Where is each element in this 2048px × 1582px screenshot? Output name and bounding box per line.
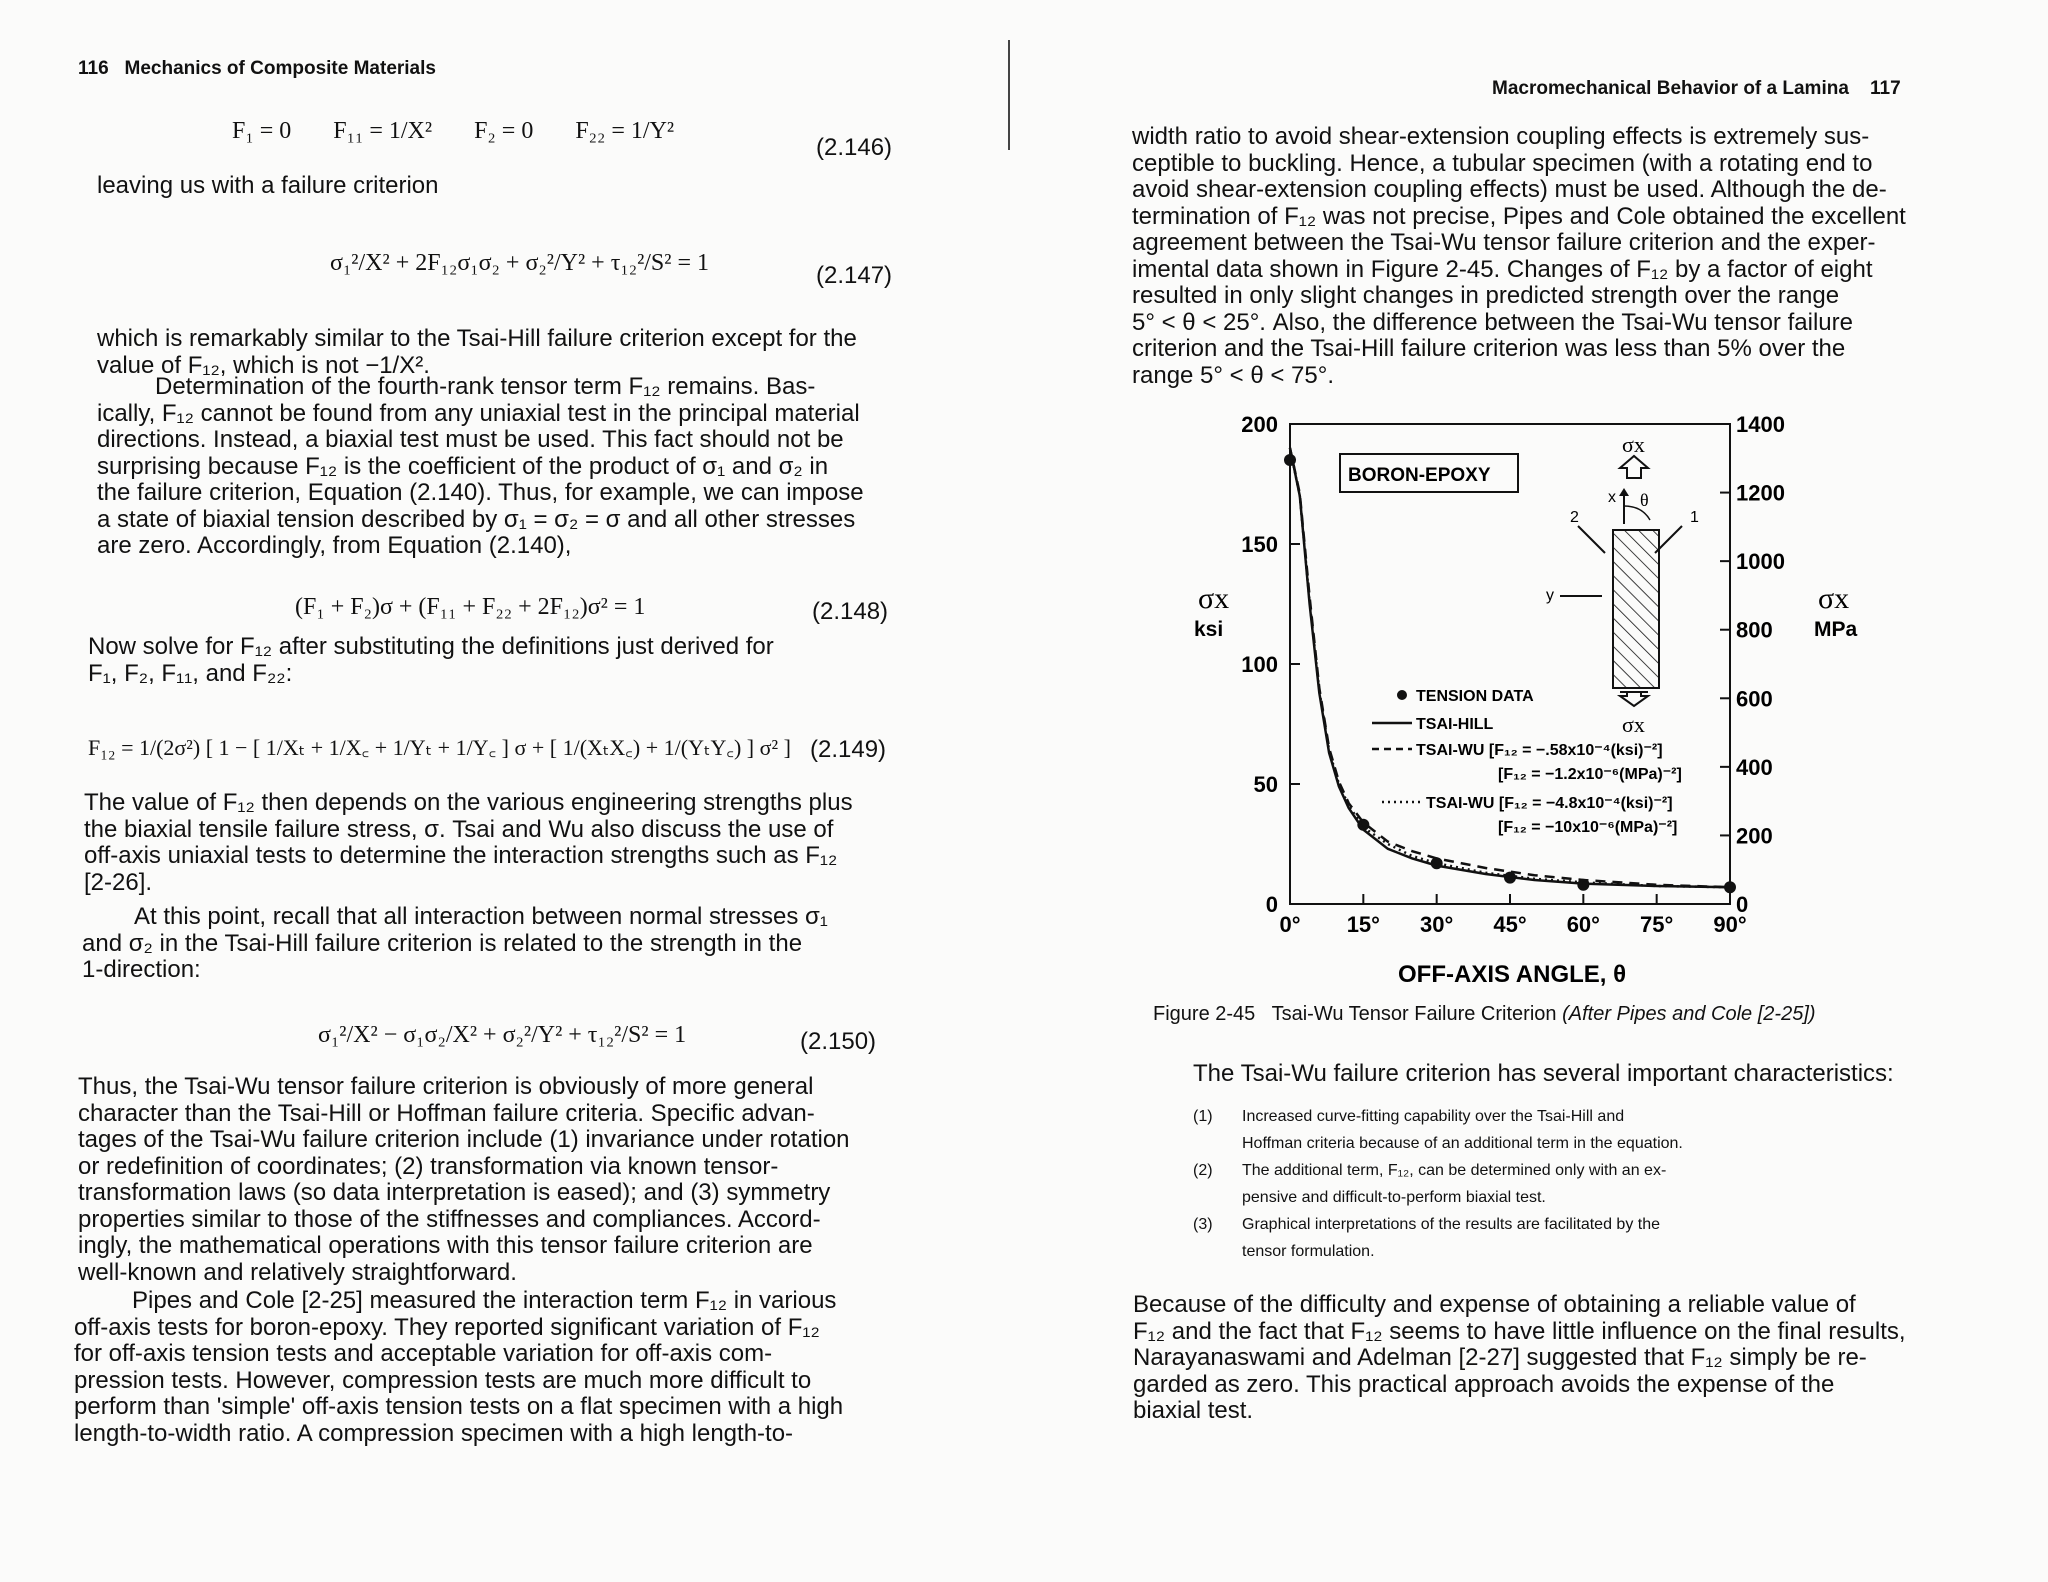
text-line: Narayanaswami and Adelman [2-27] suggested that F₁₂ simply be re- — [1133, 1344, 1867, 1371]
text-line: range 5° < θ < 75°. — [1132, 361, 1335, 389]
eq-2-146-number: (2.146) — [816, 134, 893, 161]
left-paragraph-5 — [82, 904, 882, 984]
x-tick-label: 75° — [1640, 912, 1674, 937]
right-page-number: 117 — [1870, 78, 1901, 99]
inset-theta: θ — [1640, 490, 1649, 510]
text-line: Now solve for F₁₂ after substituting the definitions just derived for — [88, 633, 774, 660]
left-paragraph-3 — [88, 634, 888, 687]
inset-top-sigma: σx — [1622, 432, 1645, 457]
text-line: Thus, the Tsai-Wu tensor failure criterion is obviously of more general — [78, 1073, 814, 1100]
boron-epoxy-label: BORON-EPOXY — [1348, 465, 1491, 486]
text-line: surprising because F₁₂ is the coefficient of the product of σ₁ and σ₂ in — [97, 452, 829, 480]
legend-tsai-hill: TSAI-HILL — [1416, 716, 1494, 733]
y2-tick-label: 800 — [1736, 617, 1773, 643]
figure-caption — [1153, 1003, 1816, 1026]
text-line: 5° < θ < 25°. Also, the difference between the Tsai-Wu tensor failure — [1132, 308, 1853, 336]
text-leaving-us: leaving us with a failure criterion — [97, 172, 439, 199]
text-line: which is remarkably similar to the Tsai-Hill failure criterion except for the — [97, 325, 857, 352]
text-line: directions. Instead, a biaxial test must be used. This fact should not be — [97, 426, 844, 453]
text-line: Determination of the fourth-rank tensor term F₁₂ remains. Bas- — [155, 373, 816, 400]
text-line: termination of F₁₂ was not precise, Pipes and Cole obtained the excellent — [1132, 202, 1906, 230]
text-line: criterion and the Tsai-Hill failure criterion was less than 5% over the — [1132, 335, 1846, 362]
list-item-2-line-2: pensive and difficult-to-perform biaxial test. — [1242, 1189, 1546, 1206]
right-running-head — [1492, 78, 1901, 100]
x-arrowhead-icon — [1619, 488, 1629, 496]
text-line: width ratio to avoid shear-extension coupling effects is extremely sus- — [1132, 123, 1870, 150]
figure-caption-label: Figure 2-45 — [1153, 1003, 1256, 1025]
gutter-mark — [1008, 40, 1010, 150]
text-line: 1-direction: — [82, 956, 201, 983]
text-line: pression tests. However, compression tests are much more difficult to — [74, 1366, 812, 1394]
text-line: At this point, recall that all interaction between normal stresses σ₁ — [134, 903, 828, 930]
left-paragraph-1 — [97, 326, 892, 379]
inset-one-label: 1 — [1690, 509, 1699, 526]
x-axis-label: OFF-AXIS ANGLE, θ — [1398, 961, 1627, 988]
text-line: and σ₂ in the Tsai-Hill failure criterion is related to the strength in the — [82, 929, 803, 957]
equation-2-146 — [232, 118, 674, 145]
text-line: off-axis uniaxial tests to determine the interaction strengths such as F₁₂ — [84, 842, 838, 869]
text-line: Because of the difficulty and expense of obtaining a reliable value of — [1133, 1291, 1856, 1318]
list-item-1-line-1: Increased curve-fitting capability over the Tsai-Hill and — [1242, 1108, 1625, 1125]
text-line: Pipes and Cole [2-25] measured the interaction term F₁₂ in various — [132, 1287, 837, 1314]
text-line: ically, F₁₂ cannot be found from any uniaxial test in the principal material — [97, 399, 860, 427]
legend-tsai-wu-2b: [F₁₂ = −10x10⁻⁶(MPa)⁻²] — [1498, 819, 1678, 836]
eq-2-147-number: (2.147) — [816, 262, 893, 289]
text-line: the biaxial tensile failure stress, σ. Tsai and Wu also discuss the use of — [84, 815, 834, 843]
specimen-rectangle — [1613, 530, 1659, 688]
text-line: imental data shown in Figure 2-45. Changes of F₁₂ by a factor of eight — [1132, 255, 1873, 283]
text-line: garded as zero. This practical approach avoids the expense of the — [1133, 1370, 1835, 1398]
text-line: F₁, F₂, F₁₁, and F₂₂: — [88, 659, 293, 687]
eq-2-149-number: (2.149) — [810, 736, 887, 763]
text-line: [2-26]. — [84, 868, 153, 896]
x-tick-label: 90° — [1713, 912, 1747, 937]
text-line: biaxial test. — [1133, 1397, 1254, 1424]
y2-tick-label: 200 — [1736, 823, 1773, 849]
y-tick-label: 100 — [1241, 652, 1278, 677]
list-item-2-line-1: The additional term, F₁₂, can be determined only with an ex- — [1242, 1162, 1667, 1179]
list-item-3-line-2: tensor formulation. — [1242, 1243, 1375, 1260]
inset-two-label: 2 — [1570, 509, 1579, 526]
bottom-load-arrow-icon — [1620, 692, 1648, 706]
y-tick-label: 50 — [1253, 772, 1278, 797]
text-line: The value of F₁₂ then depends on the various engineering strengths plus — [84, 789, 853, 816]
text-line: ceptible to buckling. Hence, a tubular specimen (with a rotating end to — [1132, 149, 1873, 177]
eq-2-150-number: (2.150) — [800, 1028, 877, 1055]
y2-tick-label: 0 — [1736, 892, 1749, 917]
left-axis-unit: ksi — [1194, 618, 1224, 641]
list-item-3-line-1: Graphical interpretations of the results are facilitated by the — [1242, 1216, 1660, 1233]
x-tick-label: 45° — [1493, 912, 1527, 937]
legend-tsai-wu-2a: TSAI-WU [F₁₂ = −4.8x10⁻⁴(ksi)⁻²] — [1426, 795, 1673, 812]
left-paragraph-6 — [78, 1074, 878, 1286]
equation-2-150: σ₁²/X² − σ₁σ₂/X² + σ₂²/Y² + τ₁₂²/S² = 1 — [318, 1022, 687, 1048]
list-number-2: (2) — [1193, 1162, 1213, 1179]
y-tick-label: 200 — [1241, 412, 1278, 437]
text-line: resulted in only slight changes in predicted strength over the range — [1132, 282, 1840, 309]
legend-tsai-wu-1b: [F₁₂ = −1.2x10⁻⁶(MPa)⁻²] — [1498, 766, 1682, 783]
right-paragraph-2: The Tsai-Wu failure criterion has several important characteristics: — [1193, 1060, 1894, 1087]
y2-tick-label: 600 — [1736, 686, 1773, 712]
left-running-head — [78, 58, 436, 80]
right-header-title: Macromechanical Behavior of a Lamina — [1492, 78, 1849, 99]
x-tick-label: 15° — [1346, 912, 1380, 937]
y2-tick-label: 1200 — [1736, 480, 1785, 506]
text-line: ingly, the mathematical operations with this tensor failure criterion are — [78, 1232, 813, 1259]
eq-2-146-part-2: F₁₁ = 1/X² — [333, 118, 433, 144]
legend-tension-data: TENSION DATA — [1416, 688, 1534, 705]
specimen-inset — [1546, 432, 1699, 737]
list-number-1: (1) — [1193, 1108, 1213, 1125]
axis-2-arrow-icon — [1578, 526, 1605, 553]
text-line: a state of biaxial tension described by σ₁ = σ₂ = σ and all other stresses — [97, 505, 856, 533]
left-paragraph-4 — [84, 790, 884, 896]
left-paragraph-7 — [74, 1288, 879, 1447]
right-axis-unit: MPa — [1814, 618, 1858, 641]
text-line: agreement between the Tsai-Wu tensor failure criterion and the exper- — [1132, 229, 1876, 256]
eq-2-146-part-4: F₂₂ = 1/Y² — [575, 118, 675, 144]
inset-y-label: y — [1546, 587, 1554, 604]
eq-2-146-part-3: F₂ = 0 — [474, 118, 534, 144]
chart-legend — [1372, 688, 1682, 836]
y2-tick-label: 1400 — [1736, 412, 1785, 437]
text-line: are zero. Accordingly, from Equation (2.140), — [97, 532, 572, 559]
list-number-3: (3) — [1193, 1216, 1213, 1233]
top-load-arrow-icon — [1620, 456, 1648, 478]
left-page — [0, 0, 1005, 1582]
text-line: perform than 'simple' off-axis tension tests on a flat specimen with a high — [74, 1393, 844, 1420]
left-axis-symbol: σx — [1198, 582, 1230, 615]
chart-axes — [1241, 412, 1785, 937]
left-page-number: 116 — [78, 58, 109, 79]
left-paragraph-2 — [97, 374, 892, 560]
eq-2-148-number: (2.148) — [812, 598, 889, 625]
text-line: avoid shear-extension coupling effects) must be used. Although the de- — [1132, 176, 1887, 203]
x-tick-label: 0° — [1279, 912, 1301, 937]
text-line: value of F₁₂, which is not −1/X². — [97, 351, 430, 379]
text-line: for off-axis tension tests and acceptable variation for off-axis com- — [74, 1340, 773, 1367]
legend-data-marker — [1397, 690, 1407, 700]
right-paragraph-1 — [1132, 124, 1932, 389]
text-line: character than the Tsai-Hill or Hoffman failure criteria. Specific advan- — [78, 1099, 815, 1127]
text-line: F₁₂ and the fact that F₁₂ seems to have little influence on the final results, — [1133, 1317, 1906, 1345]
figure-caption-title: Tsai-Wu Tensor Failure Criterion — [1271, 1003, 1557, 1025]
legend-tsai-wu-1a: TSAI-WU [F₁₂ = −.58x10⁻⁴(ksi)⁻²] — [1416, 742, 1663, 759]
equation-2-148: (F₁ + F₂)σ + (F₁₁ + F₂₂ + 2F₁₂)σ² = 1 — [295, 594, 646, 620]
y2-tick-label: 1000 — [1736, 549, 1785, 575]
text-line: or redefinition of coordinates; (2) transformation via known tensor- — [78, 1152, 779, 1180]
eq-2-146-part-1: F₁ = 0 — [232, 118, 292, 144]
y2-tick-label: 400 — [1736, 754, 1773, 780]
x-tick-label: 30° — [1420, 912, 1454, 937]
equation-2-147: σ₁²/X² + 2F₁₂σ₁σ₂ + σ₂²/Y² + τ₁₂²/S² = 1 — [330, 250, 710, 276]
text-line: length-to-width ratio. A compression specimen with a high length-to- — [74, 1419, 794, 1447]
figure-caption-source: (After Pipes and Cole [2-25]) — [1562, 1003, 1816, 1025]
x-tick-label: 60° — [1566, 912, 1600, 937]
inset-bottom-sigma: σx — [1622, 712, 1645, 737]
left-header-title: Mechanics of Composite Materials — [124, 58, 436, 79]
figure-2-45-chart — [1150, 410, 1870, 990]
list-item-1-line-2: Hoffman criteria because of an additional term in the equation. — [1242, 1135, 1683, 1152]
text-line: tages of the Tsai-Wu failure criterion include (1) invariance under rotation — [78, 1126, 850, 1153]
right-axis-symbol: σx — [1818, 582, 1850, 615]
inset-x-label: x — [1608, 489, 1616, 506]
right-paragraph-3 — [1133, 1292, 1933, 1425]
text-line: properties similar to those of the stiffnesses and compliances. Accord- — [78, 1205, 821, 1233]
text-line: transformation laws (so data interpretation is eased); and (3) symmetry — [78, 1179, 831, 1206]
text-line: well-known and relatively straightforward. — [78, 1258, 517, 1286]
y-tick-label: 0 — [1265, 892, 1278, 917]
text-line: off-axis tests for boron-epoxy. They reported significant variation of F₁₂ — [74, 1313, 820, 1341]
text-line: the failure criterion, Equation (2.140). Thus, for example, we can impose — [97, 479, 864, 506]
equation-2-149: F₁₂ = 1/(2σ²) [ 1 − [ 1/Xₜ + 1/X꜀ + 1/Yₜ + 1/Y꜀ ] σ + [ 1/(XₜX꜀) + 1/(YₜY꜀) ] σ² ] — [88, 735, 791, 760]
y-tick-label: 150 — [1241, 532, 1278, 557]
